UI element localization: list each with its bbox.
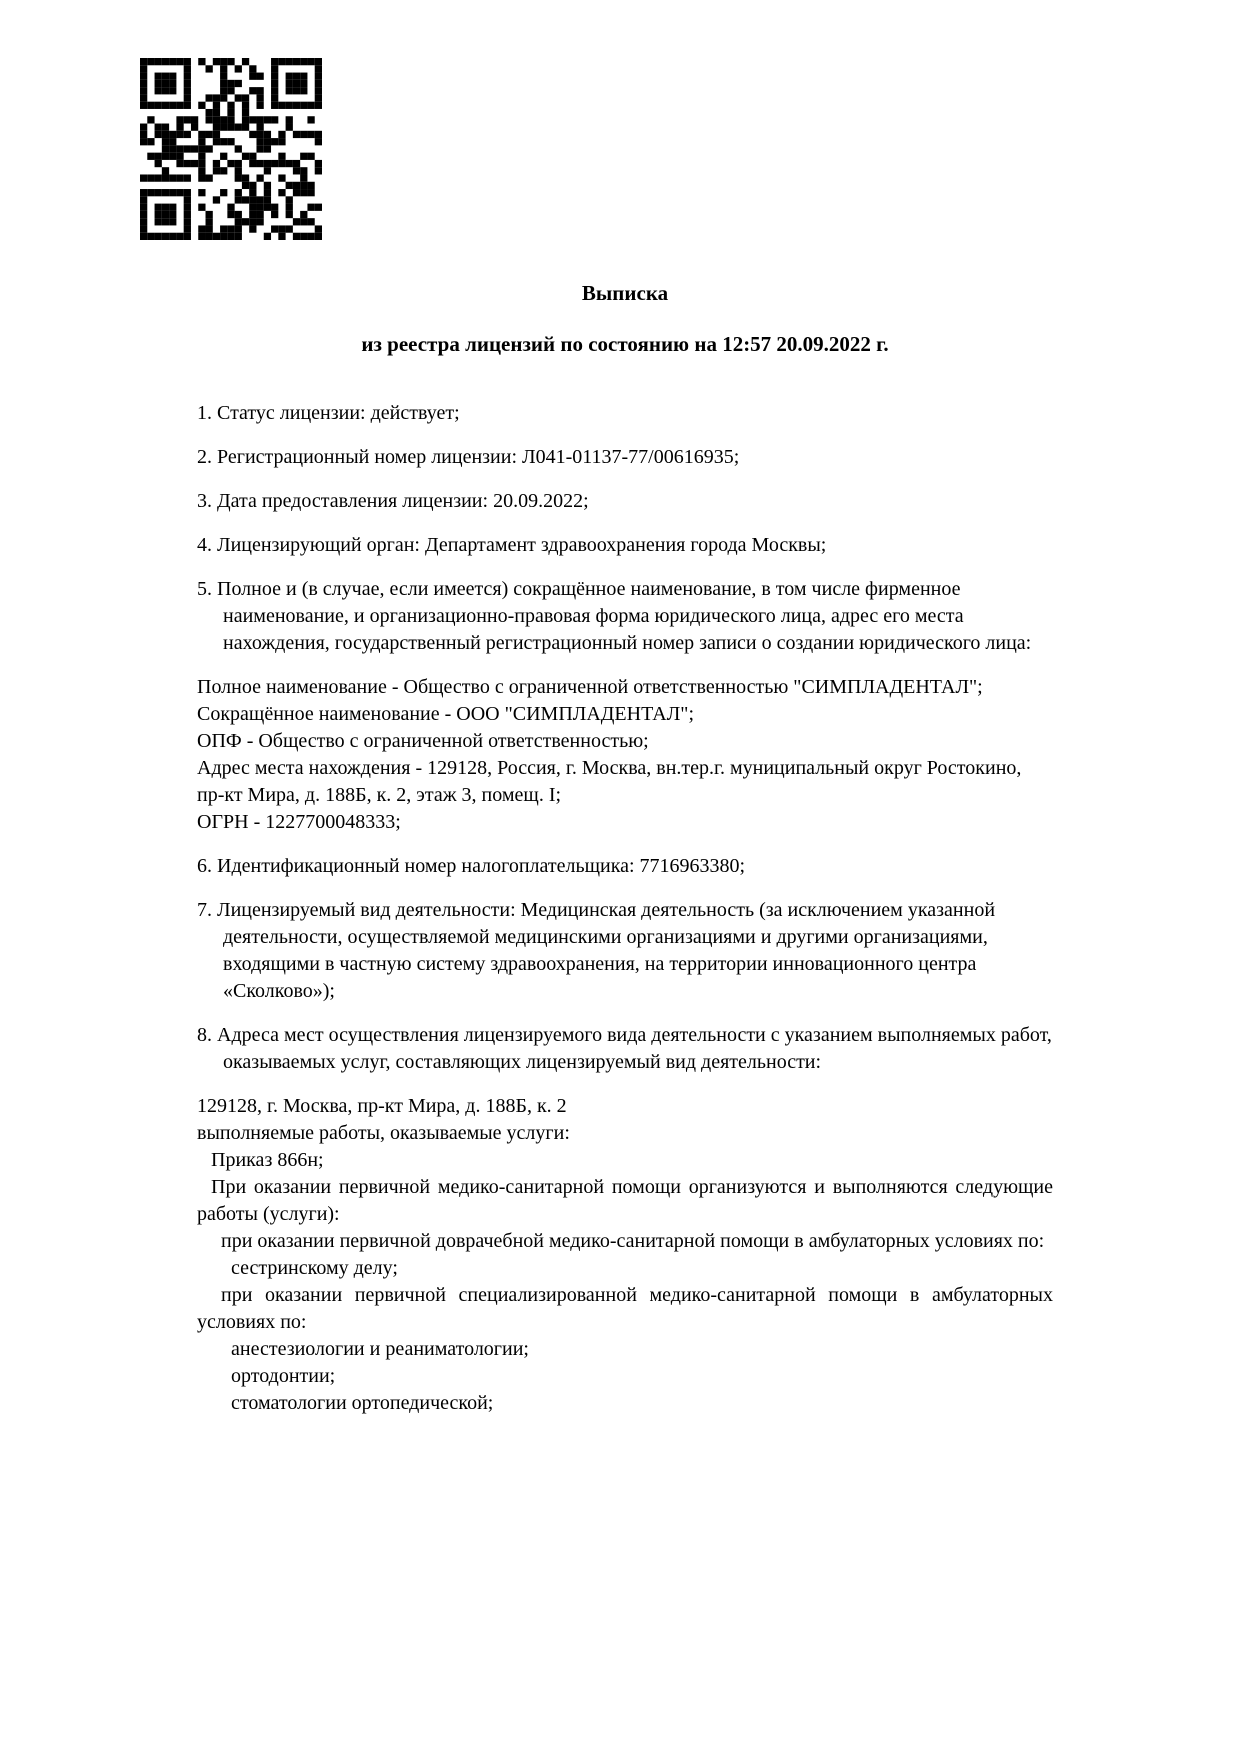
item-number: 2. — [197, 446, 212, 468]
item-number: 3. — [197, 490, 212, 512]
org-short-name: Сокращённое наименование - ООО "СИМПЛАДЕНТАЛ"; — [197, 703, 695, 725]
item-license-status — [197, 400, 1053, 427]
org-ogrn: ОГРН - 1227700048333; — [197, 811, 401, 833]
document-title: Выписка — [581, 281, 669, 305]
activity-order: Приказ 866н; — [211, 1149, 324, 1171]
item-registration-number — [197, 444, 1053, 471]
item-number: 1. — [197, 402, 212, 424]
item-activity-addresses-heading — [197, 1022, 1053, 1076]
qr-code — [140, 58, 322, 240]
item-number: 4. — [197, 534, 212, 556]
org-opf: ОПФ - Общество с ограниченной ответственностью; — [197, 730, 649, 752]
item-text: Лицензируемый вид деятельности: Медицинская деятельность (за исключением указанной деятельности, осуществляемой медицинскими организациями и другими организациями, входящими в частную систему здравоохранения, на территории инновационного центра «Сколково»); — [217, 899, 996, 1002]
org-address: Адрес места нахождения - 129128, Россия, г. Москва, вн.тер.г. муниципальный округ Ростокино, пр-кт Мира, д. 188Б, к. 2, этаж 3, помещ. I; — [197, 757, 1022, 806]
activity-details — [197, 1093, 1053, 1417]
item-text: Полное и (в случае, если имеется) сокращённое наименование, в том числе фирменное наименование, и организационно-правовая форма юридического лица, адрес его места нахождения, государственный регистрационный номер записи о создании юридического лица: — [217, 578, 1032, 654]
activity-service: сестринскому делу; — [231, 1257, 398, 1279]
organization-details — [197, 674, 1053, 836]
org-full-name: Полное наименование - Общество с ограниченной ответственностью "СИМПЛАДЕНТАЛ"; — [197, 676, 983, 698]
item-licensing-authority — [197, 532, 1053, 559]
activity-service: анестезиологии и реаниматологии; — [231, 1338, 529, 1360]
item-text: Регистрационный номер лицензии: Л041-01137-77/00616935; — [217, 446, 740, 468]
activity-service: стоматологии ортопедической; — [231, 1392, 494, 1414]
item-number: 7. — [197, 899, 212, 921]
document-content — [197, 280, 1053, 1434]
item-full-name-heading — [197, 576, 1053, 657]
item-text: Адреса мест осуществления лицензируемого вида деятельности с указанием выполняемых работ, оказываемых услуг, составляющих лицензируемый вид деятельности: — [217, 1024, 1052, 1073]
activity-address: 129128, г. Москва, пр-кт Мира, д. 188Б, к. 2 — [197, 1095, 567, 1117]
item-grant-date — [197, 488, 1053, 515]
item-number: 8. — [197, 1024, 212, 1046]
activity-paragraph: При оказании первичной медико-санитарной помощи организуются и выполняются следующие работы (услуги): — [197, 1176, 1053, 1225]
item-text: Идентификационный номер налогоплательщика: 7716963380; — [217, 855, 746, 877]
item-licensed-activity — [197, 897, 1053, 1005]
activity-works-label: выполняемые работы, оказываемые услуги: — [197, 1122, 570, 1144]
item-inn — [197, 853, 1053, 880]
item-text: Лицензирующий орган: Департамент здравоохранения города Москвы; — [217, 534, 827, 556]
document-subtitle: из реестра лицензий по состоянию на 12:57 20.09.2022 г. — [361, 332, 889, 356]
activity-service: ортодонтии; — [231, 1365, 336, 1387]
activity-paragraph: при оказании первичной специализированной медико-санитарной помощи в амбулаторных условиях по: — [197, 1284, 1053, 1333]
item-number: 6. — [197, 855, 212, 877]
activity-paragraph: при оказании первичной доврачебной медико-санитарной помощи в амбулаторных условиях по: — [221, 1230, 1045, 1252]
item-text: Дата предоставления лицензии: 20.09.2022; — [217, 490, 589, 512]
item-number: 5. — [197, 578, 212, 600]
item-text: Статус лицензии: действует; — [217, 402, 460, 424]
